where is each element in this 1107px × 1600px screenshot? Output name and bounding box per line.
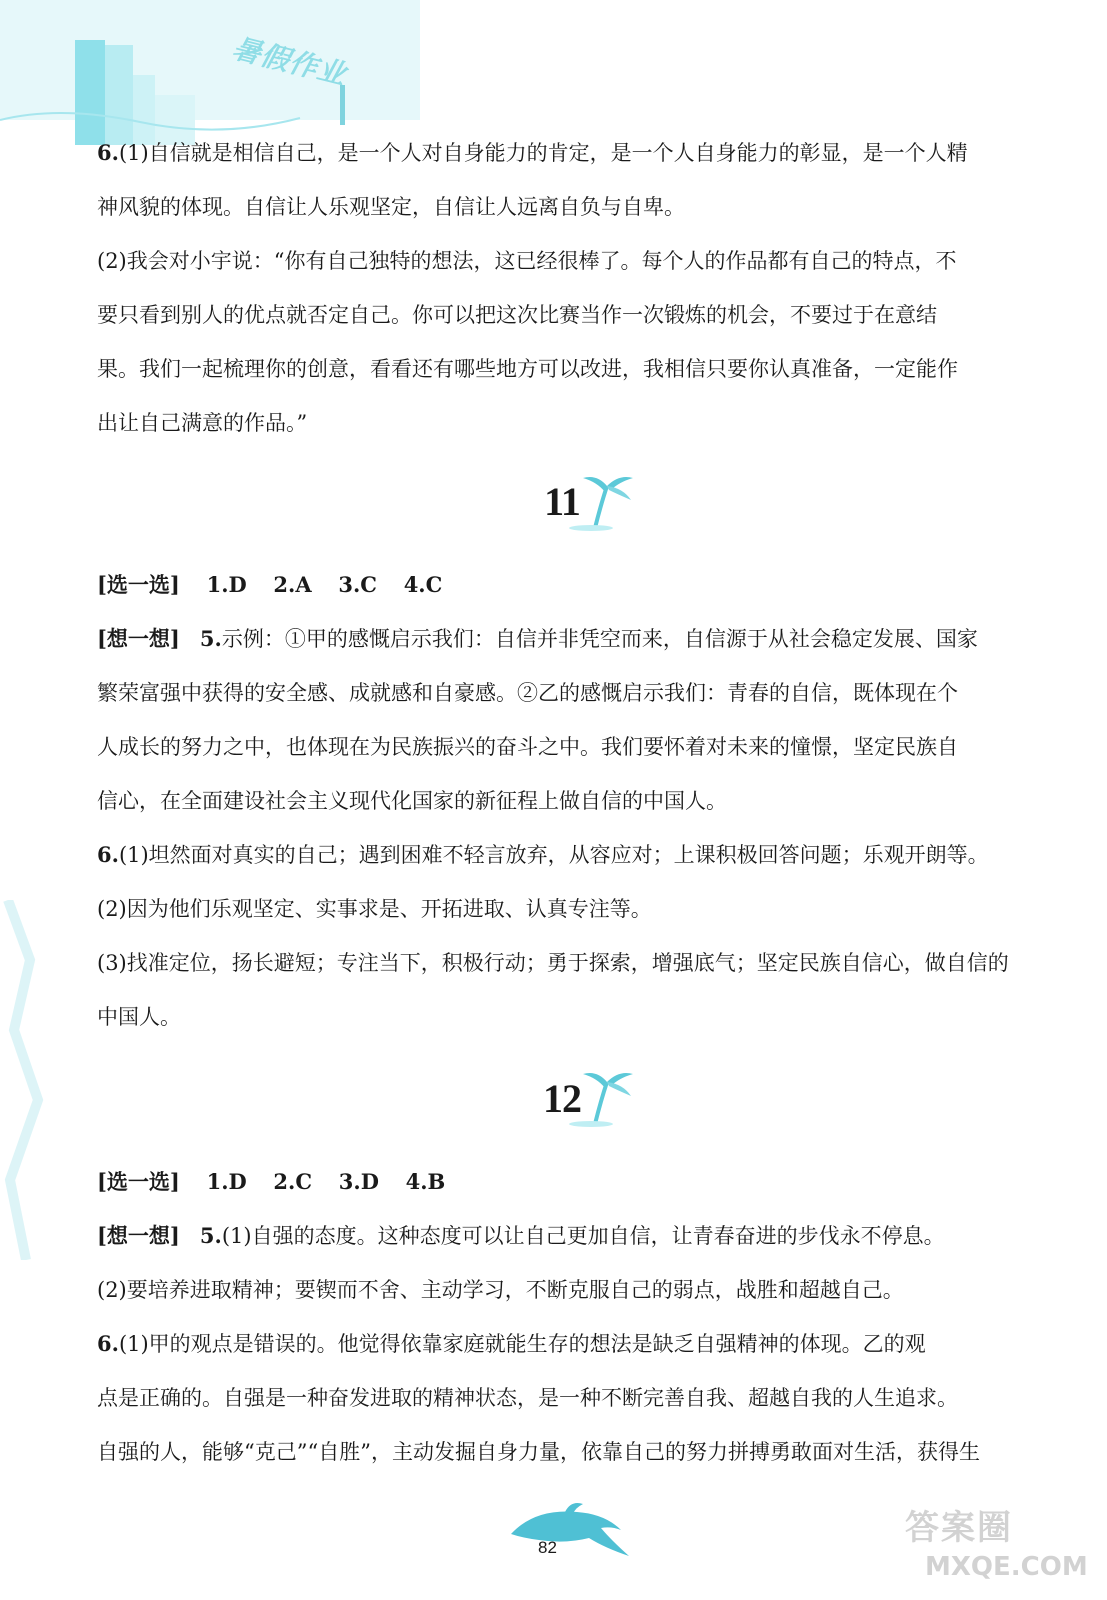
section-number: 11 bbox=[544, 479, 580, 524]
s11-line-8: (3)找准定位，扬长避短；专注当下，积极行动；勇于探索，增强底气；坚定民族自信心，做自信的 bbox=[97, 951, 1009, 975]
answer-item: 2.C bbox=[273, 1169, 313, 1194]
palm-tree-icon bbox=[567, 470, 637, 532]
s11-line-7: (2)因为他们乐观坚定、实事求是、开拓进取、认真专注等。 bbox=[97, 897, 652, 921]
answer-item: 1.D bbox=[206, 1169, 247, 1194]
line-text: (1)甲的观点是错误的。他觉得依靠家庭就能生存的想法是缺乏自强精神的体现。乙的观 bbox=[118, 1332, 926, 1356]
s1-line-4: 要只看到别人的优点就否定自己。你可以把这次比赛当作一次锻炼的机会，不要过于在意结 bbox=[97, 303, 937, 327]
question-number: 6. bbox=[97, 1331, 119, 1356]
answer-item: 4.B bbox=[405, 1169, 446, 1194]
question-number: 5. bbox=[199, 1223, 222, 1248]
s1-line-1 bbox=[97, 126, 1027, 180]
section-heading-11 bbox=[97, 478, 1027, 525]
dolphin-icon bbox=[505, 1500, 635, 1570]
choice-answers-11 bbox=[97, 558, 1027, 612]
s11-line-3: 繁荣富强中获得的安全感、成就感和自豪感。②乙的感慨启示我们：青春的自信，既体现在个 bbox=[97, 681, 958, 705]
palm-tree-icon bbox=[567, 1066, 637, 1128]
line-text: (1)自强的态度。这种态度可以让自己更加自信，让青春奋进的步伐永不停息。 bbox=[221, 1224, 945, 1248]
question-number: 6. bbox=[97, 842, 119, 867]
section-heading-12 bbox=[97, 1075, 1027, 1122]
choice-answers-12 bbox=[97, 1155, 1027, 1209]
line-text: 示例：①甲的感慨启示我们：自信并非凭空而来，自信源于从社会稳定发展、国家 bbox=[221, 627, 978, 651]
choice-label: [选一选] bbox=[97, 572, 180, 597]
s11-line-4: 人成长的努力之中，也体现在为民族振兴的奋斗之中。我们要怀着对未来的憧憬，坚定民族自 bbox=[97, 735, 958, 759]
line-text: (1)坦然面对真实的自己；遇到困难不轻言放弃，从容应对；上课积极回答问题；乐观开朗等。 bbox=[118, 843, 989, 867]
answer-item: 3.C bbox=[338, 572, 377, 597]
watermark-top: 答案圈 bbox=[905, 1508, 1013, 1548]
s1-line-6: 出让自己满意的作品。” bbox=[97, 411, 308, 435]
answer-item: 2.A bbox=[273, 572, 312, 597]
s1-line-2: 神风貌的体现。自信让人乐观坚定，自信让人远离自负与自卑。 bbox=[97, 195, 685, 219]
s12-line-2 bbox=[97, 1209, 1027, 1263]
s12-line-5: 点是正确的。自强是一种奋发进取的精神状态，是一种不断完善自我、超越自我的人生追求。 bbox=[97, 1386, 958, 1410]
s12-line-4 bbox=[97, 1317, 1027, 1371]
s11-line-6 bbox=[97, 828, 1027, 882]
line-text: (1)自信就是相信自己，是一个人对自身能力的肯定，是一个人自身能力的彰显，是一个人精 bbox=[118, 141, 968, 165]
s11-line-5: 信心，在全面建设社会主义现代化国家的新征程上做自信的中国人。 bbox=[97, 789, 727, 813]
answer-item: 1.D bbox=[206, 572, 247, 597]
think-label: [想一想] bbox=[97, 1223, 180, 1248]
s1-line-5: 果。我们一起梳理你的创意，看看还有哪些地方可以改进，我相信只要你认真准备，一定能作 bbox=[97, 357, 958, 381]
section-number: 12 bbox=[543, 1076, 581, 1121]
question-number: 5. bbox=[199, 626, 222, 651]
s11-line-2 bbox=[97, 612, 1027, 666]
choice-label: [选一选] bbox=[97, 1169, 180, 1194]
s12-line-3: (2)要培养进取精神；要锲而不舍、主动学习，不断克服自己的弱点，战胜和超越自己。 bbox=[97, 1278, 904, 1302]
s1-line-3: (2)我会对小宇说：“你有自己独特的想法，这已经很棒了。每个人的作品都有自己的特点，不 bbox=[97, 249, 957, 273]
header-title: 暑假作业 bbox=[229, 31, 350, 92]
question-number: 6. bbox=[97, 140, 119, 165]
side-decoration bbox=[0, 900, 60, 1260]
page-number: 82 bbox=[538, 1538, 557, 1557]
s11-line-9: 中国人。 bbox=[97, 1005, 181, 1029]
answer-item: 3.D bbox=[338, 1169, 379, 1194]
watermark-bottom: MXQE.COM bbox=[925, 1552, 1088, 1582]
answer-item: 4.C bbox=[403, 572, 443, 597]
s12-line-6: 自强的人，能够“克己”“自胜”，主动发掘自身力量，依靠自己的努力拼搏勇敢面对生活，获得生 bbox=[97, 1440, 980, 1464]
think-label: [想一想] bbox=[97, 626, 180, 651]
